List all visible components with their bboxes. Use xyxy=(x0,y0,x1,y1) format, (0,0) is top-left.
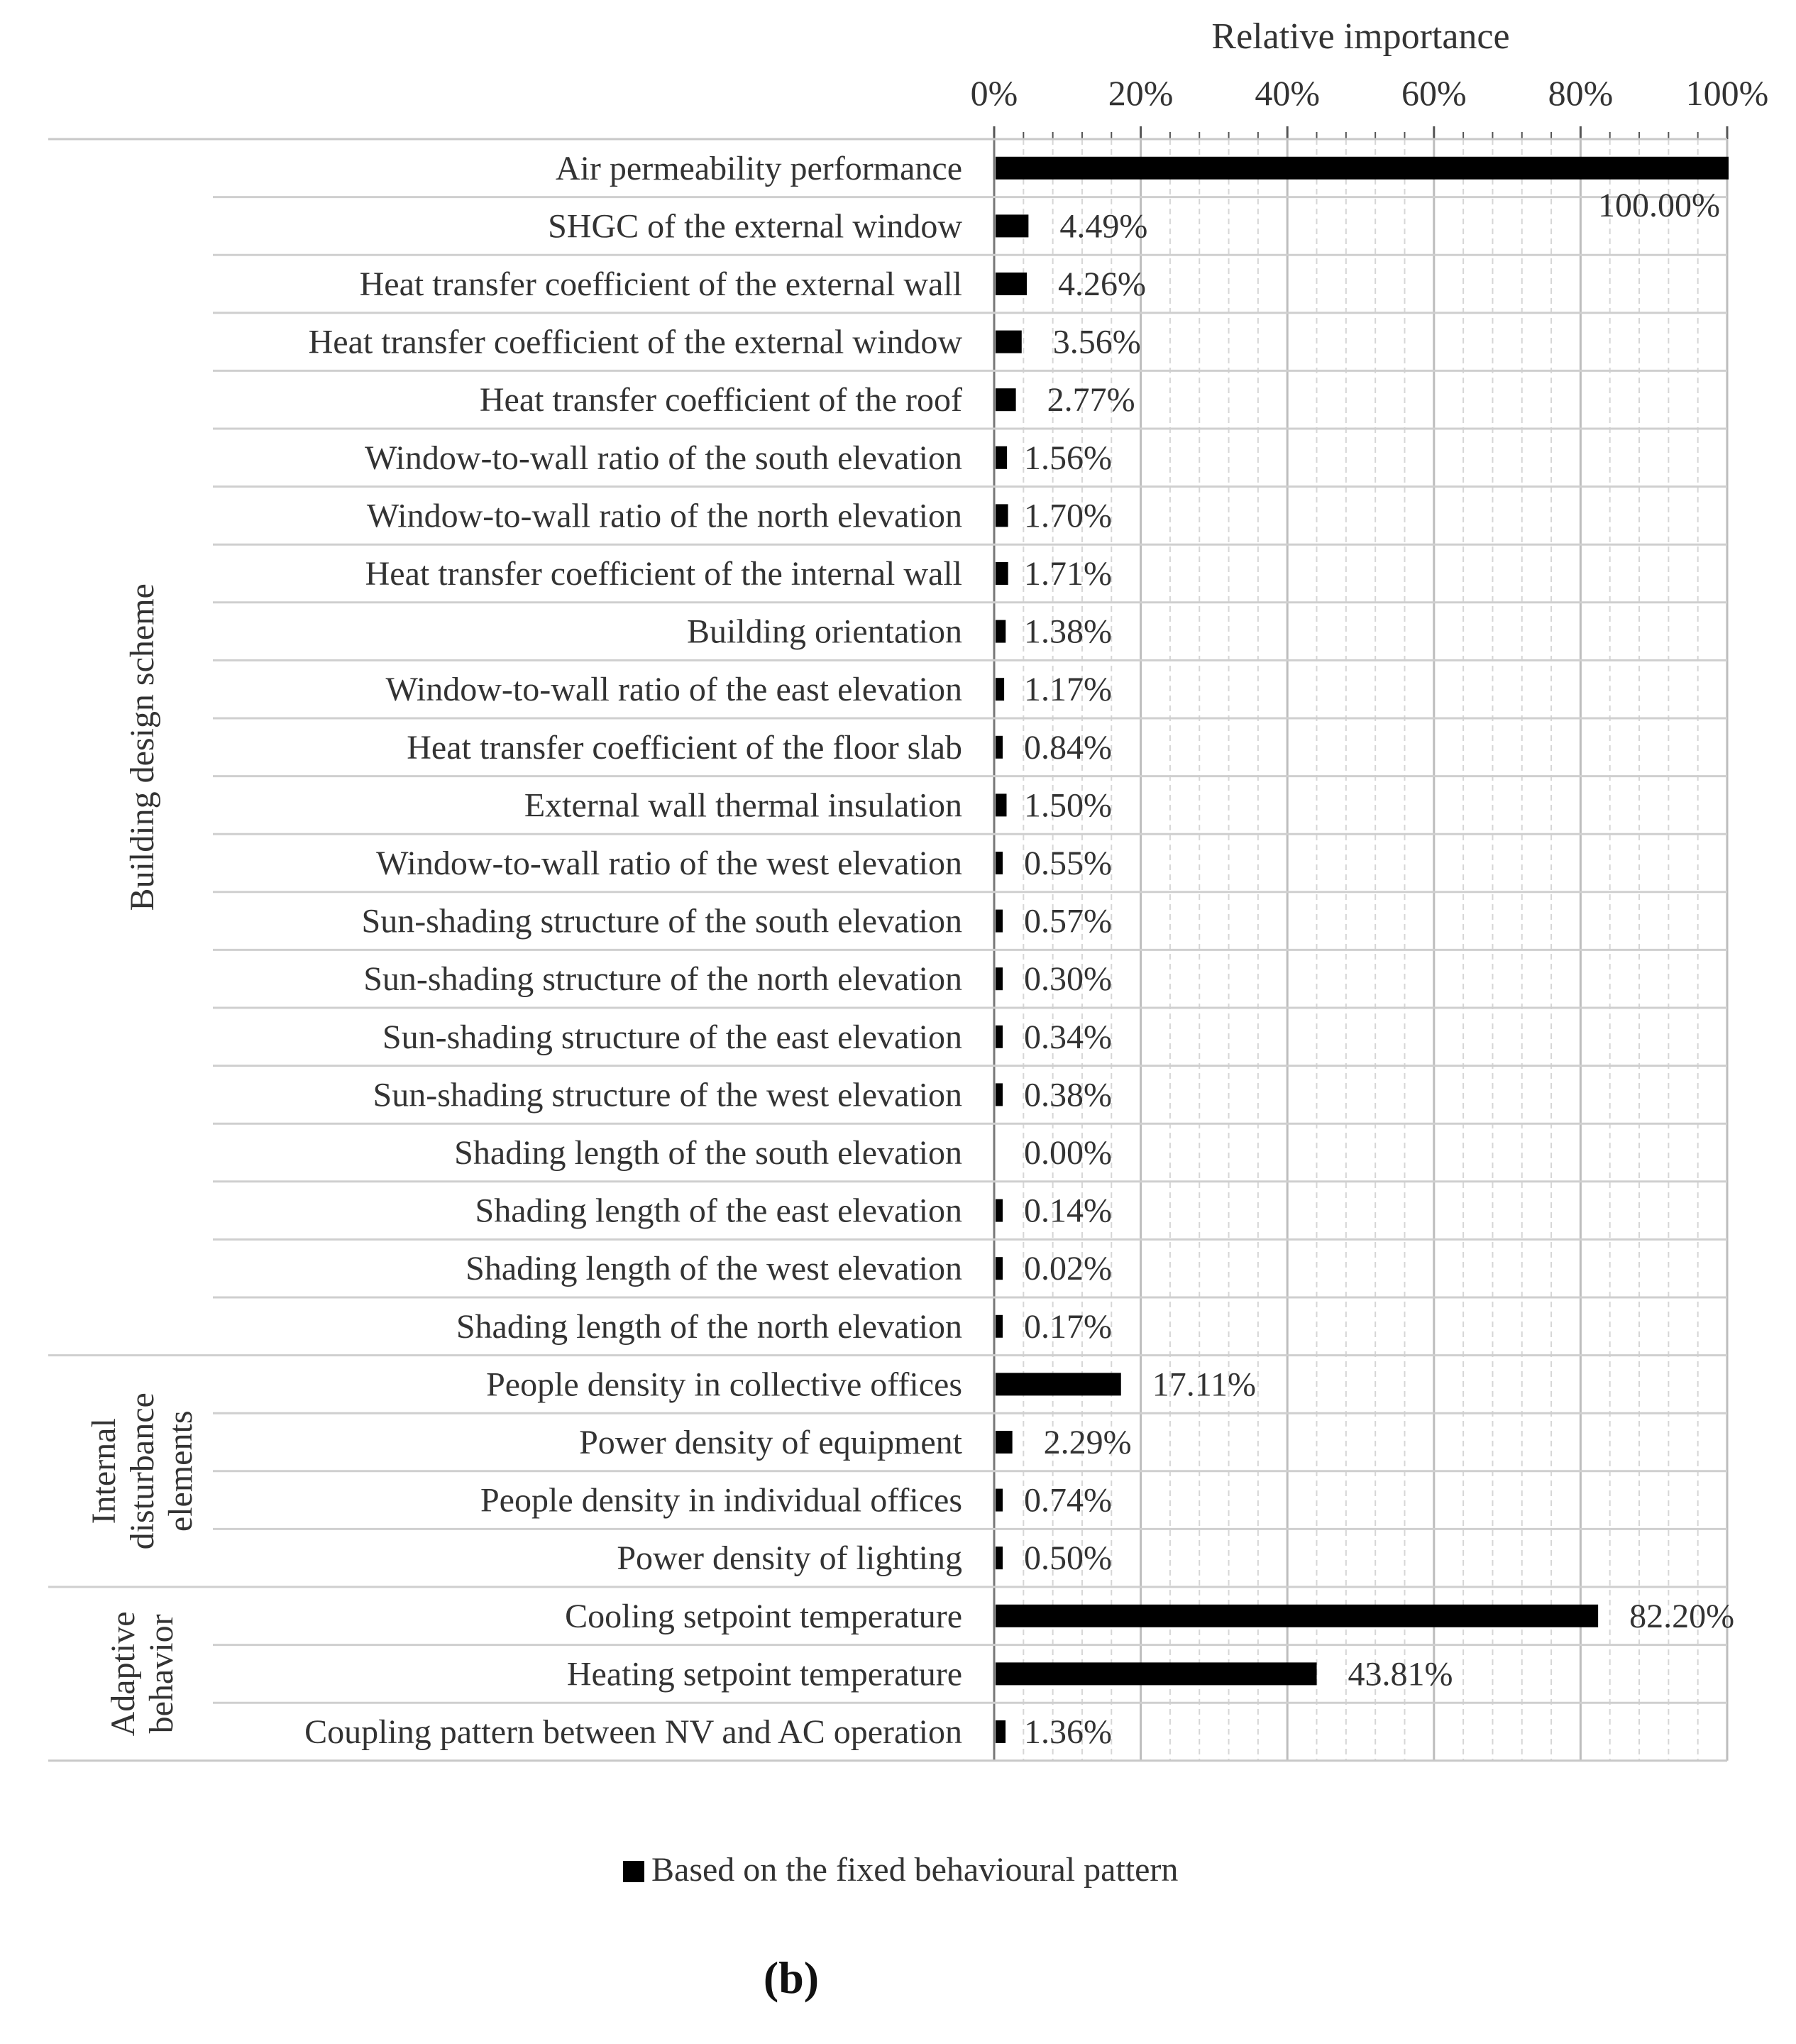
value-label: 4.49% xyxy=(1059,207,1148,246)
bar xyxy=(996,214,1028,237)
category-label: Window-to-wall ratio of the east elevation xyxy=(385,671,962,709)
value-label: 1.56% xyxy=(1024,439,1112,477)
x-tick-label: 60% xyxy=(1401,73,1467,113)
bar xyxy=(996,1083,1003,1106)
bar xyxy=(996,504,1008,527)
category-label: Shading length of the west elevation xyxy=(465,1250,962,1288)
labels xyxy=(85,16,1768,1751)
category-label: External wall thermal insulation xyxy=(524,786,962,825)
group-label-line: elements xyxy=(162,1410,199,1532)
group-label-line: Building design scheme xyxy=(123,583,161,911)
legend xyxy=(623,1851,1178,1889)
category-label: Sun-shading structure of the south elevation xyxy=(361,902,962,940)
legend-swatch xyxy=(623,1861,644,1882)
category-label: Shading length of the south elevation xyxy=(454,1134,962,1172)
value-label: 0.34% xyxy=(1024,1018,1112,1056)
value-label: 17.11% xyxy=(1152,1366,1256,1404)
category-label: Power density of equipment xyxy=(579,1424,962,1461)
x-tick-label: 0% xyxy=(970,73,1018,113)
value-label: 0.30% xyxy=(1024,960,1112,999)
group-label-line: Internal xyxy=(85,1418,123,1524)
category-label: Air permeability performance xyxy=(555,149,962,187)
x-tick-label: 80% xyxy=(1548,73,1614,113)
x-tick-label: 100% xyxy=(1685,73,1769,113)
value-label: 100.00% xyxy=(1598,186,1720,224)
value-label: 1.17% xyxy=(1024,671,1112,709)
category-label: Sun-shading structure of the north elevation xyxy=(363,960,962,999)
category-label: Cooling setpoint temperature xyxy=(565,1597,962,1635)
group-label-line: behavior xyxy=(143,1614,180,1734)
category-label: Shading length of the north elevation xyxy=(456,1307,962,1346)
category-label: Heat transfer coefficient of the external window xyxy=(308,323,962,361)
value-label: 43.81% xyxy=(1348,1655,1453,1693)
bar xyxy=(996,1546,1003,1569)
value-label: 1.71% xyxy=(1024,555,1112,593)
bar xyxy=(996,157,1729,180)
value-label: 0.17% xyxy=(1024,1307,1112,1346)
category-label: Sun-shading structure of the west elevation xyxy=(373,1076,962,1114)
value-label: 0.55% xyxy=(1024,845,1112,882)
bar xyxy=(996,793,1006,816)
category-label: Power density of lighting xyxy=(617,1539,962,1578)
category-label: Heat transfer coefficient of the roof xyxy=(479,381,962,419)
bar xyxy=(996,1373,1121,1395)
bar xyxy=(996,1257,1003,1280)
category-label: People density in collective offices xyxy=(486,1366,962,1404)
group-label xyxy=(123,583,161,911)
category-label: Shading length of the east elevation xyxy=(475,1192,962,1230)
category-label: Window-to-wall ratio of the west elevation xyxy=(376,845,962,882)
bar xyxy=(996,1199,1003,1222)
bar xyxy=(996,852,1003,874)
value-label: 0.02% xyxy=(1024,1250,1112,1288)
value-label: 1.70% xyxy=(1024,497,1112,535)
value-label: 0.74% xyxy=(1024,1481,1112,1520)
bar xyxy=(996,620,1006,643)
group-label xyxy=(104,1611,180,1736)
value-label: 2.29% xyxy=(1043,1424,1132,1461)
group-label-line: disturbance xyxy=(123,1392,161,1550)
bar xyxy=(996,1605,1598,1627)
category-label: Coupling pattern between NV and AC operation xyxy=(304,1713,962,1751)
bar xyxy=(996,273,1027,295)
category-label: People density in individual offices xyxy=(480,1481,962,1520)
x-tick-label: 20% xyxy=(1108,73,1174,113)
category-label: SHGC of the external window xyxy=(548,207,962,246)
value-label: 1.50% xyxy=(1024,786,1112,825)
category-label: Heat transfer coefficient of the external wall xyxy=(359,265,962,303)
category-label: Heat transfer coefficient of the floor slab xyxy=(407,728,962,766)
bar xyxy=(996,446,1007,469)
group-label-line: Adaptive xyxy=(104,1611,142,1737)
category-label: Heat transfer coefficient of the internal wall xyxy=(365,555,962,593)
bar xyxy=(996,388,1016,411)
value-label: 0.00% xyxy=(1024,1134,1112,1172)
group-label xyxy=(85,1392,199,1549)
bar xyxy=(996,1720,1006,1743)
value-label: 1.36% xyxy=(1024,1713,1112,1751)
category-label: Window-to-wall ratio of the north elevation xyxy=(366,497,962,535)
value-label: 0.84% xyxy=(1024,728,1112,766)
value-label: 4.26% xyxy=(1058,265,1146,303)
value-label: 1.38% xyxy=(1024,612,1112,651)
value-label: 0.14% xyxy=(1024,1192,1112,1230)
figure-caption: (b) xyxy=(763,1952,820,2003)
value-label: 0.38% xyxy=(1024,1076,1112,1114)
value-label: 82.20% xyxy=(1629,1597,1735,1635)
bar xyxy=(996,678,1004,700)
value-label: 0.57% xyxy=(1024,902,1112,940)
x-tick-label: 40% xyxy=(1255,73,1321,113)
value-label: 0.50% xyxy=(1024,1539,1112,1578)
bar xyxy=(996,1431,1013,1454)
axis-title: Relative importance xyxy=(1211,16,1510,57)
category-label: Heating setpoint temperature xyxy=(566,1655,962,1693)
bar xyxy=(996,331,1022,353)
legend-label: Based on the fixed behavioural pattern xyxy=(651,1851,1179,1889)
bar xyxy=(996,562,1008,585)
bar xyxy=(996,736,1003,759)
bar xyxy=(996,1315,1003,1338)
category-rows xyxy=(48,197,1727,1703)
bar xyxy=(996,967,1003,990)
bar xyxy=(996,910,1003,933)
value-label: 2.77% xyxy=(1047,381,1135,419)
value-label: 3.56% xyxy=(1052,323,1141,361)
bar xyxy=(996,1026,1003,1048)
category-label: Building orientation xyxy=(687,612,962,651)
category-label: Sun-shading structure of the east elevation xyxy=(382,1018,962,1056)
bar xyxy=(996,1662,1317,1685)
category-label: Window-to-wall ratio of the south elevation xyxy=(365,439,962,477)
bar xyxy=(996,1489,1003,1512)
